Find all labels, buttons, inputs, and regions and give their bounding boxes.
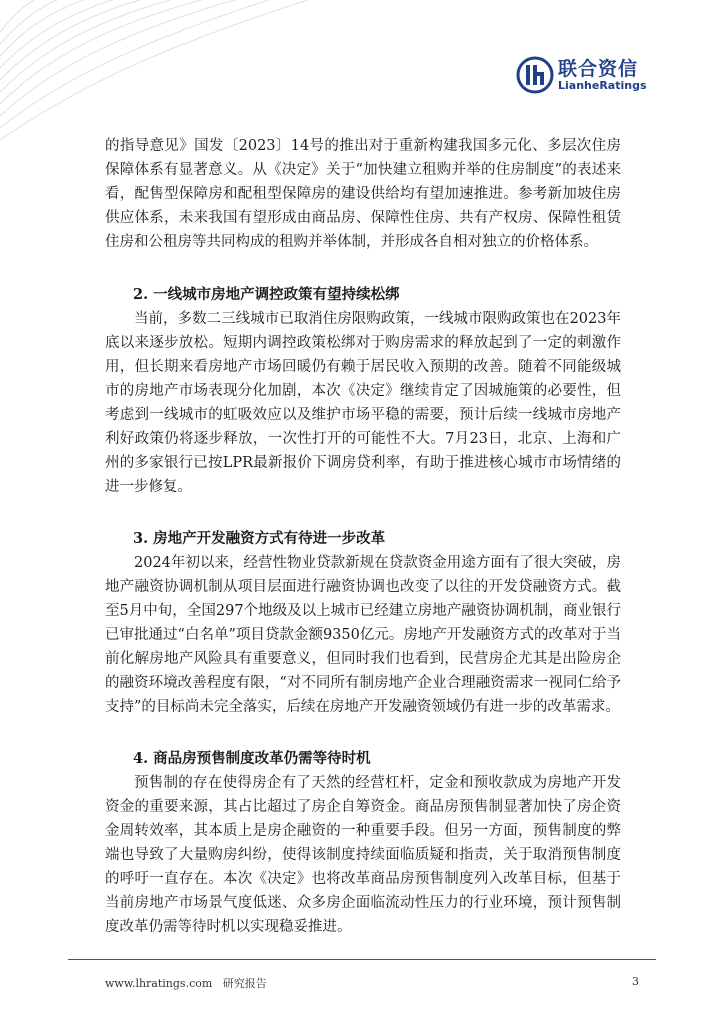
logo-chinese-name: 联合资信 [558, 58, 639, 80]
paragraph-section-3: 2024年初以来，经营性物业贷款新规在贷款资金用途方面有了很大突破，房地产融资协调机制从项目层面进行融资协调也改变了以往的开发贷融资方式。截至5月中旬，全国297个地级及以上城市已经建立房地产融资协调机制，商业银行已审批通过“白名单”项目贷款金额9350亿元。房地产开发融资方式的改革对于当前化解房地产风险具有重要意义，但同时我们也看到，民营房企尤其是出险房企的融资环境改善程度有限，“对不同所有制房地产企业合理融资需求一视同仁给予支持”的目标尚未完全落实，后续在房地产开发融资领域仍有进一步的改革需求。 [105, 555, 621, 715]
section-heading-4: 4. 商品房预售制度改革仍需等待时机 [133, 750, 371, 767]
footer-label: 研究报告 [222, 977, 267, 990]
paragraph-section-2: 当前，多数二三线城市已取消住房限购政策，一线城市限购政策也在2023年底以来逐步放松。短期内调控政策松绑对于购房需求的释放起到了一定的刺激作用，但长期来看房地产市场回暖仍有赖于居民收入预期的改善。随着不同能级城市的房地产市场表现分化加剧，本次《决定》继续肯定了因城施策的必要性，但考虑到一线城市的虹吸效应以及维护市场平稳的需要，预计后续一线城市房地产利好政策仍将逐步释放，一次性打开的可能性不大。7月23日，北京、上海和广州的多家银行已按LPR最新报价下调房贷利率，有助于推进核心城市市场情绪的进一步修复。 [105, 311, 621, 495]
document-body [105, 134, 621, 939]
footer-divider [68, 959, 656, 960]
company-logo [516, 56, 646, 96]
page-number: 3 [632, 975, 639, 988]
decorative-corner-lines [0, 0, 320, 150]
section-heading-3: 3. 房地产开发融资方式有待进一步改革 [133, 530, 386, 547]
lianhe-logo-icon [516, 56, 554, 94]
section-heading-2: 2. 一线城市房地产调控政策有望持续松绑 [133, 286, 400, 303]
footer-url[interactable]: www.lhratings.com [105, 977, 213, 990]
paragraph-section-4: 预售制的存在使得房企有了天然的经营杠杆，定金和预收款成为房地产开发资金的重要来源，其占比超过了房企自筹资金。商品房预售制显著加快了房企资金周转效率，其本质上是房企融资的一种重要手段。但另一方面，预售制度的弊端也导致了大量购房纠纷，使得该制度持续面临质疑和指责，关于取消预售制度的呼吁一直存在。本次《决定》也将改革商品房预售制度列入改革目标，但基于当前房地产市场景气度低迷、众多房企面临流动性压力的行业环境，预计预售制度改革仍需等待时机以实现稳妥推进。 [105, 775, 621, 935]
paragraph-intro-continuation: 的指导意见》国发〔2023〕14号的推出对于重新构建我国多元化、多层次住房保障体系有显著意义。从《决定》关于“加快建立租购并举的住房制度”的表述来看，配售型保障房和配租型保障房的建设供给均有望加速推进。参考新加坡住房供应体系，未来我国有望形成由商品房、保障性住房、共有产权房、保障性租赁住房和公租房等共同构成的租购并举体制，并形成各自相对独立的价格体系。 [105, 138, 621, 250]
footer-source [105, 975, 267, 991]
logo-english-name: LianheRatings [558, 79, 647, 92]
